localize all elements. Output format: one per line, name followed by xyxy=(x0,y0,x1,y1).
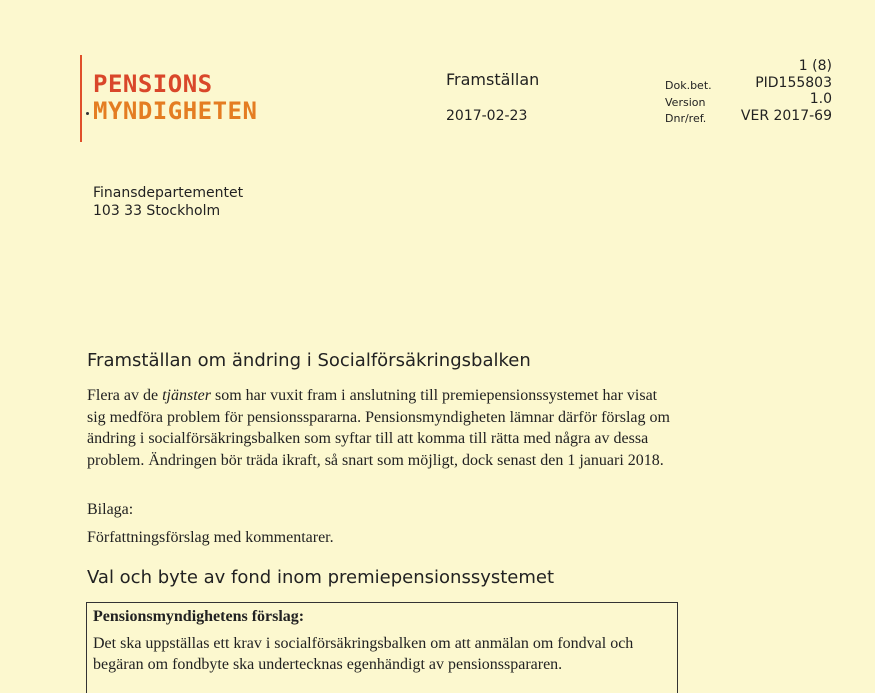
logo-line-1: PENSIONS xyxy=(93,70,213,98)
bilaga-label: Bilaga: xyxy=(87,501,134,518)
logo-line-2: MYNDIGHETEN xyxy=(93,97,258,125)
proposal-text: Det ska uppställas ett krav i socialförsäkringsbalken om att anmälan om fondval och begäran om fondbyte ska undertecknas egenhändigt av pensionsspararen. xyxy=(93,634,634,673)
version-label: Version xyxy=(665,95,706,109)
section-heading: Val och byte av fond inom premiepensionssystemet xyxy=(87,567,555,588)
recipient-postal: 103 33 Stockholm xyxy=(93,203,221,219)
intro-paragraph xyxy=(87,385,677,471)
proposal-title: Pensionsmyndighetens förslag: xyxy=(93,608,305,625)
meta-labels xyxy=(665,78,712,128)
doc-id-label: Dok.bet. xyxy=(665,79,712,92)
meta-values xyxy=(741,58,832,124)
bilaga-text: Författningsförslag med kommentarer. xyxy=(87,529,334,546)
document-type: Framställan xyxy=(446,70,540,89)
version-value: 1.0 xyxy=(809,91,832,107)
document-date: 2017-02-23 xyxy=(446,108,528,124)
dnr-value: VER 2017-69 xyxy=(740,107,832,124)
para-text-before: Flera av de xyxy=(87,387,163,404)
proposal-box xyxy=(86,602,678,693)
dnr-label: Dnr/ref. xyxy=(665,112,707,125)
para-text-italic: tjänster xyxy=(162,387,211,404)
doc-id-value: PID155803 xyxy=(755,74,832,91)
logo-dot xyxy=(86,112,89,115)
recipient-name: Finansdepartementet xyxy=(93,185,244,201)
para-text-after: som har vuxit fram i anslutning till premiepensionssystemet har visat sig medföra problem för pensionsspararna. Pensionsmyndigheten lämnar därför förslag om ändring i socialförsäkringsbalken som syftar till att komma till rätta med några av dessa problem. Ändringen bör träda ikraft, så snart som möjligt, dock senast den 1 januari 2018. xyxy=(87,387,670,469)
main-heading: Framställan om ändring i Socialförsäkringsbalken xyxy=(87,350,531,371)
recipient-address xyxy=(93,184,243,220)
logo-bar xyxy=(80,55,82,142)
page-number: 1 (8) xyxy=(798,58,832,74)
